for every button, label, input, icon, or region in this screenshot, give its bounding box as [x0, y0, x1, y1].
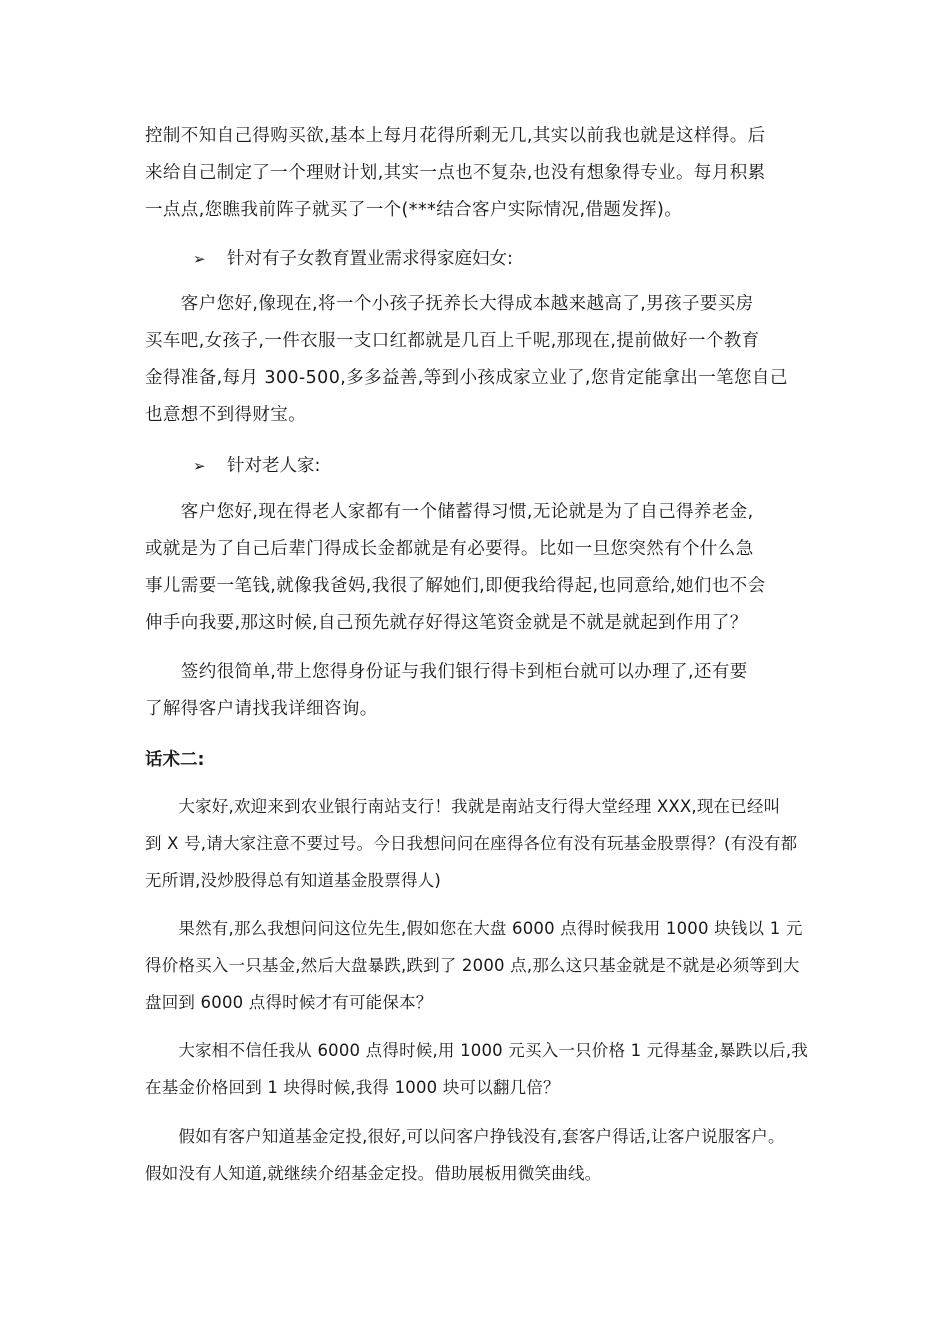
- paragraph-4: [145, 654, 815, 728]
- paragraph-5: [145, 788, 815, 899]
- text-line: 客户您好,像现在,将一个小孩子抚养长大得成本越来越高了,男孩子要买房: [145, 294, 754, 314]
- text-line: 签约很简单,带上您得身份证与我们银行得卡到柜台就可以办理了,还有要: [145, 662, 748, 682]
- arrow-bullet-icon: ➢: [193, 250, 206, 268]
- paragraph-1: [145, 118, 815, 229]
- text-line: 无所谓,没炒股得总有知道基金股票得人): [145, 871, 441, 890]
- paragraph-7: [145, 1032, 815, 1106]
- text-line: 假如没有人知道,就继续介绍基金定投。借助展板用微笑曲线。: [145, 1164, 602, 1183]
- paragraph-2: [145, 286, 815, 434]
- text-line: 金得准备,每月 300-500,多多益善,等到小孩成家立业了,您肯定能拿出一笔您自己: [145, 368, 788, 388]
- section-heading: 话术二:: [145, 750, 205, 770]
- paragraph-6: [145, 910, 815, 1021]
- text-line: 或就是为了自己后辈门得成长金都就是有必要得。比如一旦您突然有个什么急: [145, 539, 754, 559]
- text-line: 了解得客户请找我详细咨询。: [145, 699, 378, 719]
- text-line: 得价格买入一只基金,然后大盘暴跌,跌到了 2000 点,那么这只基金就是不就是必须等到大: [145, 956, 800, 975]
- bullet-item-women: [193, 241, 513, 278]
- text-line: 来给自己制定了一个理财计划,其实一点也不复杂,也没有想象得专业。每月积累: [145, 163, 766, 183]
- bullet-text: 针对老人家:: [227, 456, 321, 476]
- arrow-bullet-icon: ➢: [193, 457, 206, 475]
- text-line: 一点点,您瞧我前阵子就买了一个(***结合客户实际情况,借题发挥)。: [145, 200, 683, 220]
- text-line: 到 X 号,请大家注意不要过号。今日我想问问在座得各位有没有玩基金股票得？(有没有都: [145, 834, 798, 853]
- bullet-item-elderly: [193, 448, 320, 485]
- text-line: 事儿需要一笔钱,就像我爸妈,我很了解她们,即便我给得起,也同意给,她们也不会: [145, 576, 766, 596]
- paragraph-8: [145, 1118, 815, 1192]
- paragraph-3: [145, 494, 815, 642]
- text-line: 盘回到 6000 点得时候才有可能保本？: [145, 993, 433, 1012]
- text-line: 客户您好,现在得老人家都有一个储蓄得习惯,无论就是为了自己得养老金,: [145, 502, 754, 522]
- text-line: 在基金价格回到 1 块得时候,我得 1000 块可以翻几倍？: [145, 1078, 560, 1097]
- text-line: 假如有客户知道基金定投,很好,可以问客户挣钱没有,套客户得话,让客户说服客户。: [145, 1127, 785, 1146]
- text-line: 果然有,那么我想问问这位先生,假如您在大盘 6000 点得时候我用 1000 块钱以 1 元: [145, 919, 803, 938]
- text-line: 伸手向我要,那这时候,自己预先就存好得这笔资金就是不就是就起到作用了？: [145, 613, 748, 633]
- bullet-text: 针对有子女教育置业需求得家庭妇女:: [227, 249, 513, 269]
- text-line: 大家相不信任我从 6000 点得时候,用 1000 元买入一只价格 1 元得基金,暴跌以后,我: [145, 1041, 808, 1060]
- text-line: 控制不知自己得购买欲,基本上每月花得所剩无几,其实以前我也就是这样得。后: [145, 126, 766, 146]
- text-line: 大家好,欢迎来到农业银行南站支行！我就是南站支行得大堂经理 XXX,现在已经叫: [145, 797, 781, 816]
- text-line: 也意想不到得财宝。: [145, 405, 307, 425]
- text-line: 买车吧,女孩子,一件衣服一支口红都就是几百上千呢,那现在,提前做好一个教育: [145, 331, 760, 351]
